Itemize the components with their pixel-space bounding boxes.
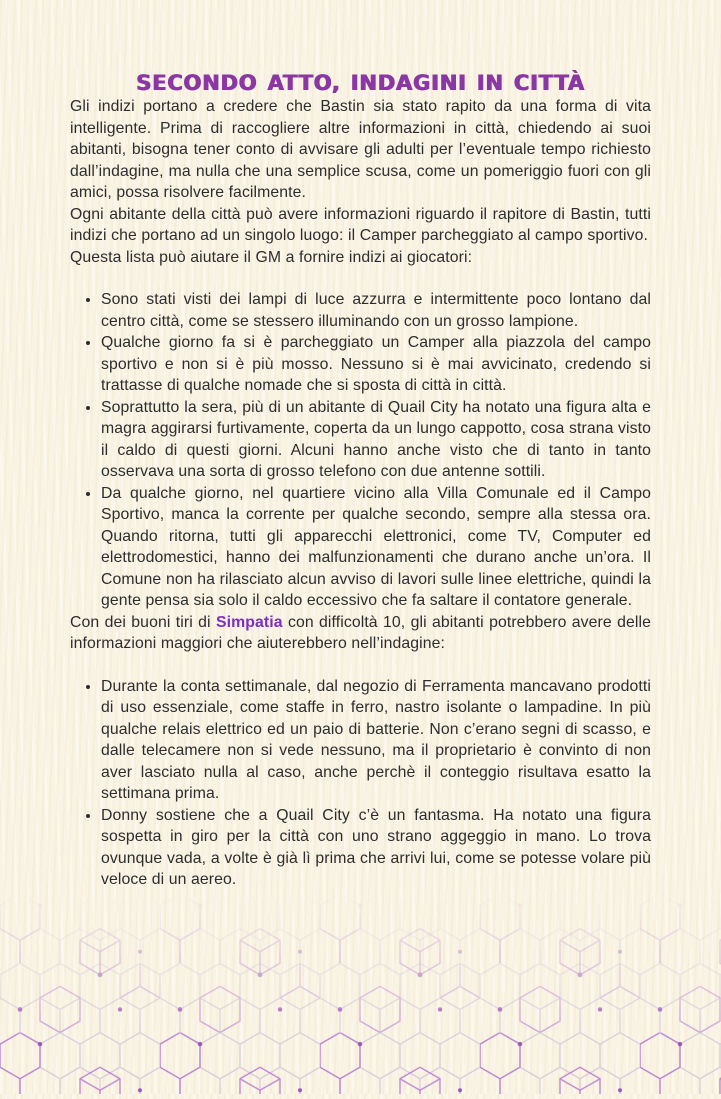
- intro-paragraph-2: Ogni abitante della città può avere informazioni riguardo il rapitore di Bastin, tutti indizi che portano ad un singolo luogo: il Camper parcheggiato al campo sportivo.: [70, 205, 651, 244]
- skill-name: Simpatia: [215, 613, 283, 631]
- clue-list: [70, 289, 651, 612]
- clue-item-camper: • Qualche giorno fa si è parcheggiato un Camper alla piazzola del campo sportivo e non si è più mosso. Nessuno si è mai avvicinato, credendo si trattasse di qualche nomade che si sposta di città in città.: [101, 332, 651, 397]
- page-title: SECONDO ATTO, INDAGINI IN CITTÀ: [136, 71, 585, 95]
- clue-item-tall-figure: • Soprattutto la sera, più di un abitante di Quail City ha notato una figura alta e magra aggirarsi furtivamente, coperta da un lungo cappotto, cosa strana visto il caldo di questi giorni. Alcuni hanno anche visto che di tanto in tanto osservava una sorta di grosso telefono con due antenne sottili.: [101, 397, 651, 483]
- sympathy-paragraph: [70, 612, 651, 655]
- hexagon-pattern-svg: [0, 894, 721, 1094]
- extra-clue-item-donny-ghost: • Donny sostiene che a Quail City c’è un fantasma. Ha notato una figura sospetta in giro per la città con uno strano aggeggio in mano. Lo trova ovunque vada, a volte è già lì prima che arrivi lui, come se potesse volare più veloce di un aereo.: [101, 805, 651, 891]
- document-page: [0, 71, 721, 891]
- intro-paragraph-1: Gli indizi portano a credere che Bastin sia stato rapito da una forma di vita intelligente. Prima di raccogliere altre informazioni in città, chiedendo ai suoi abitanti, bisogna tener conto di avvisare gli adulti per l’eventuale tempo richiesto dall’indagine, ma nulla che una semplice scusa, come un pomeriggio fuori con gli amici, possa risolvere facilmente.: [70, 98, 651, 201]
- sympathy-text-after: con difficoltà 10, gli abitanti potrebbero avere delle informazioni maggiori che aiuterebbero nell’indagine:: [70, 613, 651, 652]
- clue-item-power-outage: • Da qualche giorno, nel quartiere vicino alla Villa Comunale ed il Campo Sportivo, manca la corrente per qualche secondo, sempre alla stessa ora. Quando ritorna, tutti gli apparecchi elettronici, come TV, Computer ed elettrodomestici, hanno dei malfunzionamenti che durano anche un’ora. Il Comune non ha rilasciato alcun avviso di lavori sulle linee elettriche, quindi la gente pensa sia solo il caldo eccessivo che fa saltare il contatore generale.: [101, 483, 651, 612]
- clue-item-blue-lights: • Sono stati visti dei lampi di luce azzurra e intermittente poco lontano dal centro città, come se stessero illuminando con un grosso lampione.: [101, 289, 651, 332]
- extra-clue-list: [70, 676, 651, 891]
- hexagon-pattern-decoration: [0, 894, 721, 1094]
- extra-clue-item-hardware-store: • Durante la conta settimanale, dal negozio di Ferramenta mancavano prodotti di uso essenziale, come staffe in ferro, nastro isolante o lampadine. In più qualche relais elettrico ed un paio di batterie. Non c’erano segni di scasso, e dalle telecamere non si vede nessuno, ma il proprietario è convinto di non aver lasciato nulla al caso, anche perchè il conteggio risultava esatto la settimana prima.: [101, 676, 651, 805]
- clue-list-intro: Questa lista può aiutare il GM a fornire indizi ai giocatori:: [70, 248, 473, 266]
- sympathy-text-before: Con dei buoni tiri di: [70, 613, 216, 631]
